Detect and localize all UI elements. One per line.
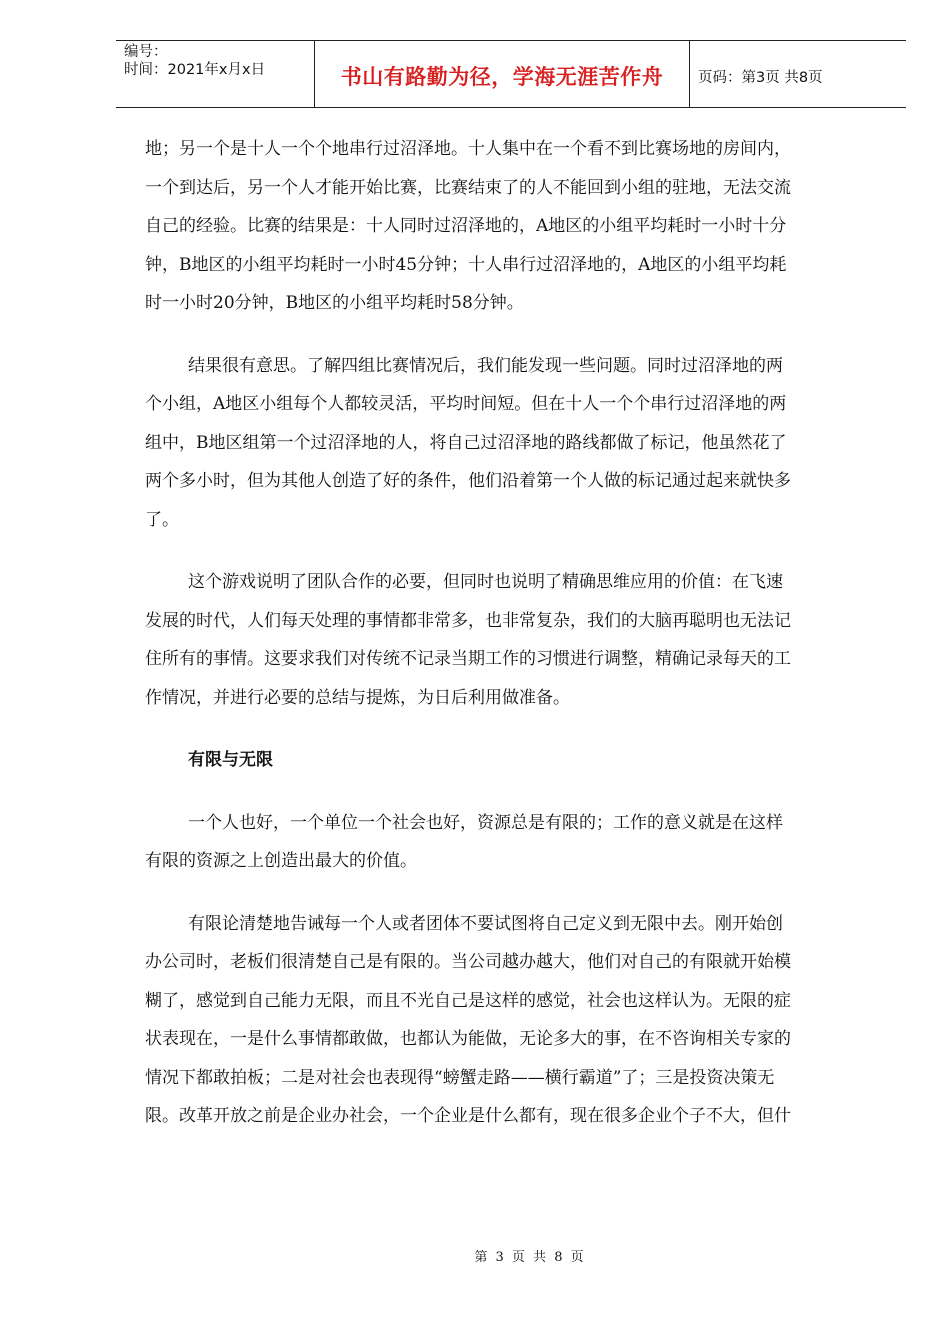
header-motto-cell	[315, 41, 690, 107]
header-meta	[116, 41, 315, 107]
page-footer: 第 3 页 共 8 页	[474, 1250, 586, 1265]
header-motto: 书山有路勤为径，学海无涯苦作舟	[340, 65, 664, 89]
paragraph-lesson: 这个游戏说明了团队合作的必要，但同时也说明了精确思维应用的价值：在飞速 发展的时代，人们每天处理的事情都非常多，也非常复杂，我们的大脑再聪明也无法记 住所有的事情。这要求我们对传统不记录当期工作的习惯进行调整，精确记录每天的工 作情况，并进行必要的总结与提炼，为日后利用做准备。	[145, 572, 791, 708]
paragraph-finite-theory: 有限论清楚地告诫每一个人或者团体不要试图将自己定义到无限中去。刚开始创 办公司时，老板们很清楚自己是有限的。当公司越办越大，他们对自己的有限就开始模 糊了，感觉到自己能力无限，而且不光自己是这样的感觉，社会也这样认为。无限的症 状表现在，一是什么事情都敢做，也都认为能做，无论多大的事，在不咨询相关专家的 情况下都敢拍板；二是对社会也表现得“螃蟹走路——横行霸道”了；三是投资决策无 限。改革开放之前是企业办社会，一个企业是什么都有，现在很多企业个子不大，但什	[145, 913, 791, 1126]
section-heading: 有限与无限	[188, 750, 273, 770]
document-body	[145, 130, 885, 1160]
header-page-number: 页码：第3页 共8页	[698, 69, 823, 86]
document-time-label: 时间：2021年x月x日	[124, 62, 266, 78]
paragraph-continued: 地；另一个是十人一个个地串行过沼泽地。十人集中在一个看不到比赛场地的房间内， 一个到达后，另一个人才能开始比赛，比赛结束了的人不能回到小组的驻地，无法交流 自己的经验。比赛的结果是：十人同时过沼泽地的，A地区的小组平均耗时一小时十分 钟，B地区的小组平均耗时一小时45分钟；十人串行过沼泽地的，A地区的小组平均耗 时一小时20分钟，B地区的小组平均耗时58分钟。	[145, 139, 791, 313]
document-number-label: 编号：	[124, 44, 168, 60]
header-page-cell	[690, 43, 906, 109]
page-header	[116, 40, 906, 108]
paragraph-result: 结果很有意思。了解四组比赛情况后，我们能发现一些问题。同时过沼泽地的两 个小组，A地区小组每个人都较灵活，平均时间短。但在十人一个个串行过沼泽地的两 组中，B地区组第一个过沼泽地的人，将自己过沼泽地的路线都做了标记，他虽然花了 两个多小时，但为其他人创造了好的条件，他们沿着第一个人做的标记通过起来就快多 了。	[145, 355, 791, 530]
paragraph-resources: 一个人也好，一个单位一个社会也好，资源总是有限的；工作的意义就是在这样 有限的资源之上创造出最大的价值。	[145, 812, 783, 871]
